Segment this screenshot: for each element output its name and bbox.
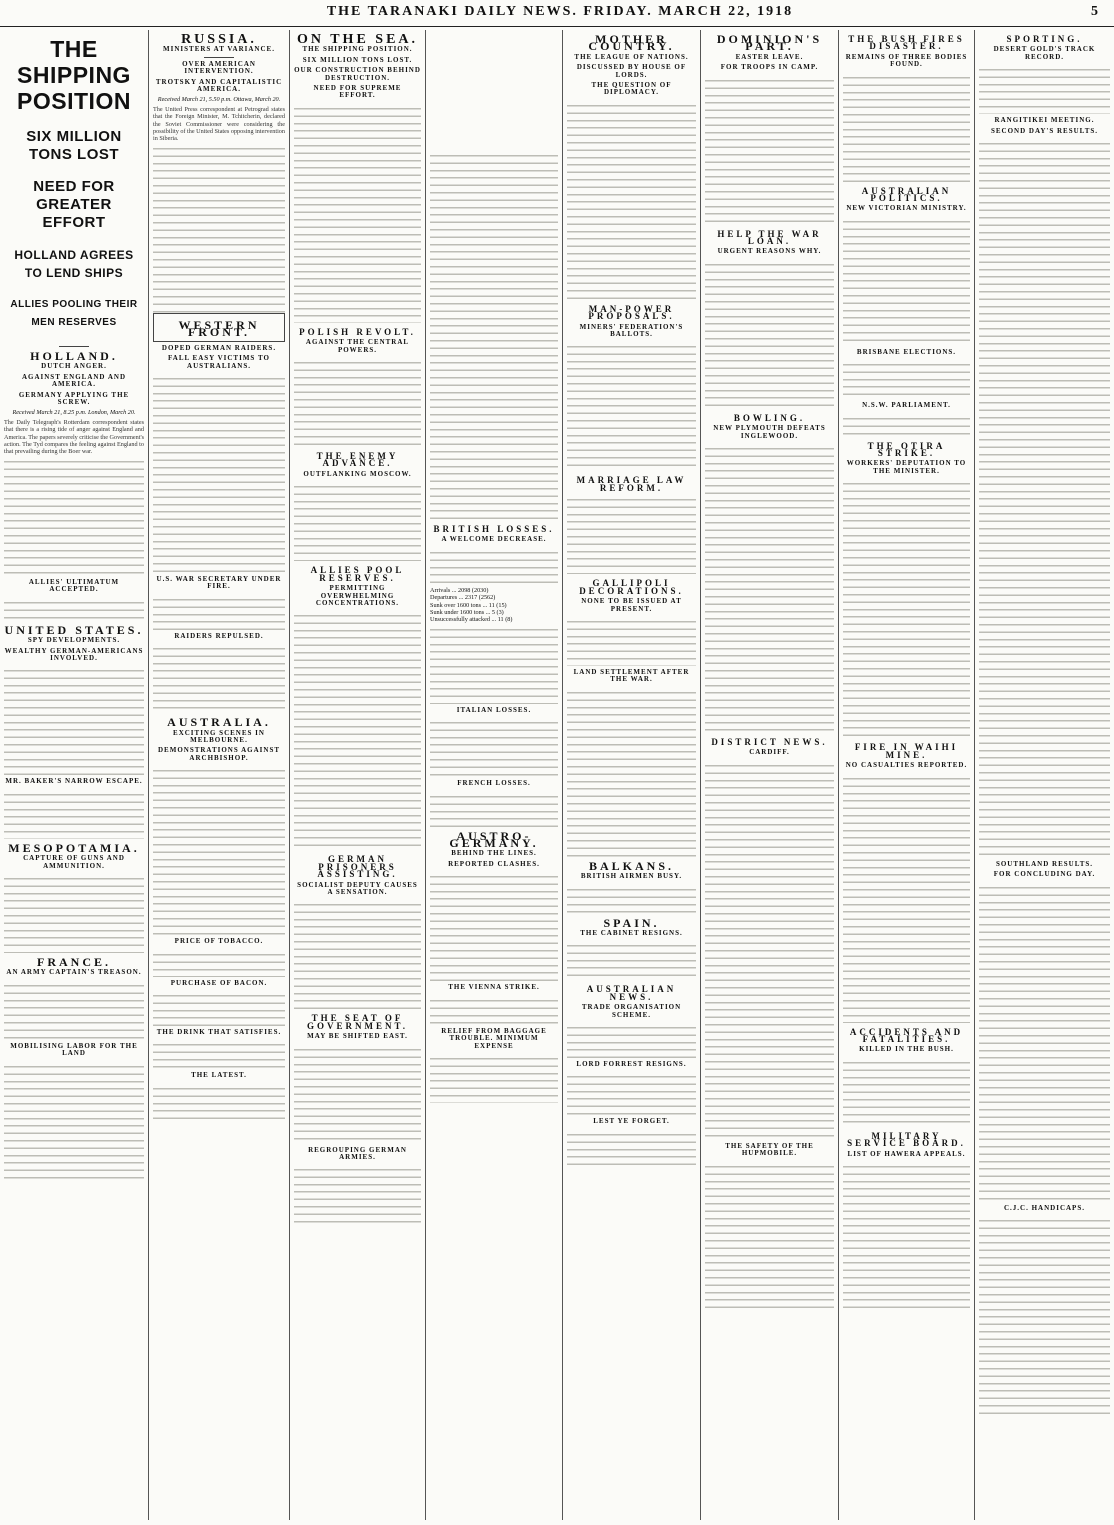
section-accidents: ACCIDENTS AND FATALITIES. [849,1026,964,1044]
article-filler [4,980,144,1040]
sub-british-losses: BRITISH LOSSES. [433,524,555,534]
sub-war-secretary: U.S. WAR SECRETARY UNDER FIRE. [156,574,282,591]
sub-killed: KILLED IN THE BUSH. [859,1045,954,1054]
sub-bowling: BOWLING. [733,412,806,423]
sub-bacon: PURCHASE OF BACON. [170,978,268,987]
sub-demonstrations: DEMONSTRATIONS AGAINST ARCHBISHOP. [157,746,281,762]
sub-lest: LEST YE FORGET. [593,1117,670,1126]
sub-ultimatum: ALLIES' ULTIMATUM ACCEPTED. [28,577,120,594]
sub-latest: THE LATEST. [191,1071,247,1080]
sub-polish: POLISH REVOLT. [299,326,416,337]
article-filler [843,72,970,182]
headline-allies-pooling: ALLIES POOLING THEIR MEN RESERVES [10,299,138,328]
sub-second-day: SECOND DAY'S RESULTS. [990,126,1099,135]
section-holland: HOLLAND. [30,349,118,363]
sub-tobacco: PRICE OF TOBACCO. [174,937,264,946]
article-filler [153,765,285,935]
column-rule [425,30,426,1520]
headline-greater-effort: NEED FOR GREATER EFFORT [33,178,115,231]
article-filler [430,624,558,704]
sub-league: THE LEAGUE OF NATIONS. [574,52,689,61]
article-filler [705,1161,834,1311]
sub-prisoners: GERMAN PRISONERS ASSISTING. [317,854,398,880]
sub-socialist: SOCIALIST DEPUTY CAUSES A SENSATION. [297,880,418,896]
sub-permitting: PERMITTING OVERWHELMING CONCENTRATIONS. [315,584,400,607]
sub-allies-pool: ALLIES POOL RESERVES. [310,565,405,583]
article-filler [430,871,558,981]
article-filler [567,1022,696,1058]
sub-germany-screw: GERMANY APPLYING THE SCREW. [18,390,130,407]
sub-concluding: FOR CONCLUDING DAY. [993,870,1096,879]
sub-against-central: AGAINST THE CENTRAL POWERS. [305,338,410,354]
sub-exciting: EXCITING SCENES IN MELBOURNE. [173,728,265,744]
sub-forrest: LORD FORREST RESIGNS. [576,1059,687,1068]
section-balkans: BALKANS. [588,858,674,873]
article-filler [979,64,1110,114]
column-rule [562,30,563,1520]
sub-help-war-loan: HELP THE WAR LOAN. [717,228,822,247]
column-rule [148,30,149,1520]
section-otira-strike: THE OTIRA STRIKE. [867,440,946,459]
sub-italian: ITALIAN LOSSES. [456,705,532,714]
article-filler [4,456,144,576]
headline-holland: HOLLAND AGREES TO LEND SHIPS [14,248,134,280]
article-filler [430,547,558,587]
sub-question: THE QUESTION OF DIPLOMACY. [591,81,672,97]
section-russia: RUSSIA. [181,32,257,47]
article-filler [153,373,285,573]
sub-airmen: BRITISH AIRMEN BUSY. [580,872,683,881]
article-filler [430,791,558,827]
sub-ministers: MINISTERS AT VARIANCE. [163,45,275,54]
article-filler [705,760,834,1140]
table-row: Unsuccessfully attacked ... 11 (8) [430,616,513,624]
sub-fall: FALL EASY VICTIMS TO AUSTRALIANS. [168,354,270,370]
article-filler [843,216,970,346]
sub-australian-news: AUSTRALIAN NEWS. [586,984,677,1002]
sub-cardiff: CARDIFF. [749,748,790,757]
sub-discussed: DISCUSSED BY HOUSE OF LORDS. [576,63,687,79]
sub-six-million: SIX MILLION TONS LOST. [302,55,413,64]
article-filler [843,773,970,1023]
article-filler [567,616,696,666]
article-filler [567,100,696,300]
table-row: Departures ... 2317 (2562) [430,594,496,602]
sub-cabinet: THE CABINET RESIGNS. [580,928,683,937]
losses-table [430,587,558,624]
sub-urgent: URGENT REASONS WHY. [717,247,822,256]
sub-clashes: REPORTED CLASHES. [448,859,540,868]
column-5 [567,30,696,1520]
table-row: Arrivals ... 2098 (2030) [430,586,489,594]
sub-southland: SOUTHLAND RESULTS. [995,860,1094,869]
sub-gallipoli: GALLIPOLI DECORATIONS. [579,578,684,596]
sub-raiders: RAIDERS REPULSED. [174,631,264,640]
sub-over-american: OVER AMERICAN INTERVENTION. [182,59,256,76]
sub-hawera: LIST OF HAWERA APPEALS. [847,1149,966,1158]
column-rule [838,30,839,1520]
sub-trotsky: TROTSKY AND CAPITALISTIC AMERICA. [155,77,283,94]
section-mother-country: MOTHER COUNTRY. [588,32,675,54]
column-rule [700,30,701,1520]
sub-french: FRENCH LOSSES. [457,779,531,788]
article-filler [843,1161,970,1311]
sub-land-settlement: LAND SETTLEMENT AFTER THE WAR. [573,667,690,684]
section-mesopotamia: MESOPOTAMIA. [8,840,140,855]
article-filler [567,940,696,980]
article-filler [705,259,834,409]
section-western-front: WESTERN FRONT. [178,317,260,340]
sub-casualties: NO CASUALTIES REPORTED. [845,761,968,770]
article-filler [979,138,1110,858]
article-filler [294,357,421,447]
headline-shipping-position: THE SHIPPING POSITION [17,36,131,114]
article-filler [4,789,144,839]
section-austro-germany: AUSTRO-GERMANY. [449,828,539,851]
sub-cjc: C.J.C. HANDICAPS. [1004,1203,1085,1212]
section-sporting: SPORTING. [1006,34,1083,44]
sub-construction: OUR CONSTRUCTION BEHIND DESTRUCTION. [294,66,421,82]
sub-capture: CAPTURE OF GUNS AND AMMUNITION. [23,854,125,870]
article-filler [430,1053,558,1103]
article-filler [567,687,696,857]
column-8 [979,30,1110,1520]
article-filler [153,949,285,977]
section-united-states: UNITED STATES. [4,622,144,637]
dateline: Received March 21, 5.50 p.m. Ottawa, March 20. [157,96,281,104]
table-row: Sunk under 1600 tons ... 5 (3) [430,609,504,617]
sub-behind: BEHIND THE LINES. [451,849,537,858]
sub-plymouth-defeats: NEW PLYMOUTH DEFEATS INGLEWOOD. [713,424,826,440]
article-filler [153,1039,285,1069]
sub-brisbane: BRISBANE ELECTIONS. [856,347,957,356]
sub-remains: REMAINS OF THREE BODIES FOUND. [845,52,968,69]
sub-vienna: THE VIENNA STRIKE. [448,983,540,992]
page-number: 5 [1091,4,1098,19]
article-body: The Daily Telegraph's Rotterdam correspondent states that there is a rising tide of anger against England and America. The papers severely criticise the Government's action. The Tyd compares the feeling against England to that prevailing during the Boer war. [4,418,144,456]
sub-treason: AN ARMY CAPTAIN'S TREASON. [6,968,142,977]
sub-rangitikei: RANGITIKEI MEETING. [994,116,1095,125]
sub-spy: SPY DEVELOPMENTS. [27,636,121,645]
sub-nsw: N.S.W. PARLIAMENT. [862,401,951,410]
section-dominions-part: DOMINION'S PART. [716,32,823,54]
column-rule [974,30,975,1520]
sub-seat: THE SEAT OF GOVERNMENT. [306,1013,409,1031]
sub-district-news: DISTRICT NEWS. [711,737,828,748]
column-6 [705,30,834,1520]
article-filler [4,873,144,953]
sub-manpower: MAN-POWER PROPOSALS. [588,303,675,322]
sub-may-be-shifted: MAY BE SHIFTED EAST. [307,1032,408,1041]
sub-miners: MINERS' FEDERATION'S BALLOTS. [579,322,684,339]
article-filler [4,1061,144,1181]
article-filler [153,990,285,1026]
article-filler [843,359,970,399]
section-bush-fires: THE BUSH FIRES DISASTER. [848,34,965,52]
article-filler [294,103,421,323]
article-filler [843,1057,970,1127]
masthead-title: THE TARANAKI DAILY NEWS. FRIDAY. MARCH 22, 1918 [326,4,794,19]
article-filler [153,143,285,313]
section-waihi-fire: FIRE IN WAIHI MINE. [854,742,959,760]
sub-shipping: THE SHIPPING POSITION. [302,45,413,54]
headline-six-million: SIX MILLION TONS LOST [26,128,122,163]
sub-welcome: A WELCOME DECREASE. [441,535,547,544]
sub-enemy-advance: THE ENEMY ADVANCE. [316,451,399,469]
section-on-the-sea: ON THE SEA. [296,32,419,47]
sub-none-issued: NONE TO BE ISSUED AT PRESENT. [581,597,682,613]
dateline: Received March 21, 8.25 p.m. London, March 20. [12,409,136,417]
article-filler [705,443,834,733]
column-4 [430,30,558,1520]
column-7 [843,30,970,1520]
sub-wealthy: WEALTHY GERMAN-AMERICANS INVOLVED. [4,646,144,662]
sub-hupmobile: THE SAFETY OF THE HUPMOBILE. [725,1141,814,1158]
article-filler [979,1215,1110,1415]
column-3 [294,30,421,1520]
sub-regrouping: REGROUPING GERMAN ARMIES. [308,1145,407,1161]
article-filler [294,1164,421,1224]
article-filler [979,882,1110,1202]
section-australia: AUSTRALIA. [167,715,271,730]
article-filler [843,413,970,437]
column-2 [153,30,285,1520]
sub-drink: THE DRINK THAT SATISFIES. [156,1027,282,1036]
article-filler [843,478,970,738]
section-australian-politics: AUSTRALIAN POLITICS. [861,185,952,204]
article-filler [4,597,144,621]
article-filler [294,610,421,850]
sub-outflanking: OUTFLANKING MOSCOW. [303,469,412,478]
article-filler [430,150,558,520]
article-filler [4,665,144,775]
section-spain: SPAIN. [603,915,660,930]
article-filler [430,995,558,1025]
article-filler [153,594,285,630]
article-filler [567,884,696,914]
sub-marriage: MARRIAGE LAW REFORM. [576,475,687,493]
masthead [0,0,1114,27]
sub-need: NEED FOR SUPREME EFFORT. [313,84,402,100]
article-filler [567,1071,696,1115]
section-military-service: MILITARY SERVICE BOARD. [847,1130,966,1149]
article-filler [294,481,421,561]
sub-troops: FOR TROOPS IN CAMP. [720,63,819,72]
article-filler [567,341,696,471]
column-1 [4,30,144,1520]
sub-trade: TRADE ORGANISATION SCHEME. [581,1003,682,1019]
sub-workers: WORKERS' DEPUTATION TO THE MINISTER. [846,459,967,475]
article-filler [294,1044,421,1144]
sub-against: AGAINST ENGLAND AND AMERICA. [21,372,127,389]
article-filler [567,1129,696,1169]
article-filler [430,717,558,777]
sub-easter: EASTER LEAVE. [735,52,804,61]
table-row: Sunk over 1600 tons ... 11 (15) [430,601,507,609]
article-filler [153,1083,285,1123]
section-france: FRANCE. [37,954,111,969]
sub-victorian: NEW VICTORIAN MINISTRY. [846,204,967,213]
article-body: The United Press correspondent at Petrograd states that the Foreign Minister, M. Tchitcherin, declared the Soviet Commissioner were considering the possibility of the United States opposing intervention in Siberia. [153,105,285,143]
column-rule [289,30,290,1520]
sub-doped: DOPED GERMAN RAIDERS. [161,343,277,352]
article-filler [705,75,834,225]
sub-desert-gold: DESERT GOLD'S TRACK RECORD. [993,45,1096,61]
sub-relief: RELIEF FROM BAGGAGE TROUBLE. MINIMUM EXPENSE [441,1026,547,1050]
sub-mobilising: MOBILISING LABOR FOR THE LAND [10,1041,138,1058]
sub-dutch-anger: DUTCH ANGER. [41,362,107,371]
article-filler [153,643,285,713]
article-filler [294,899,421,1009]
article-filler [567,494,696,574]
sub-baker: MR. BAKER'S NARROW ESCAPE. [5,777,143,786]
